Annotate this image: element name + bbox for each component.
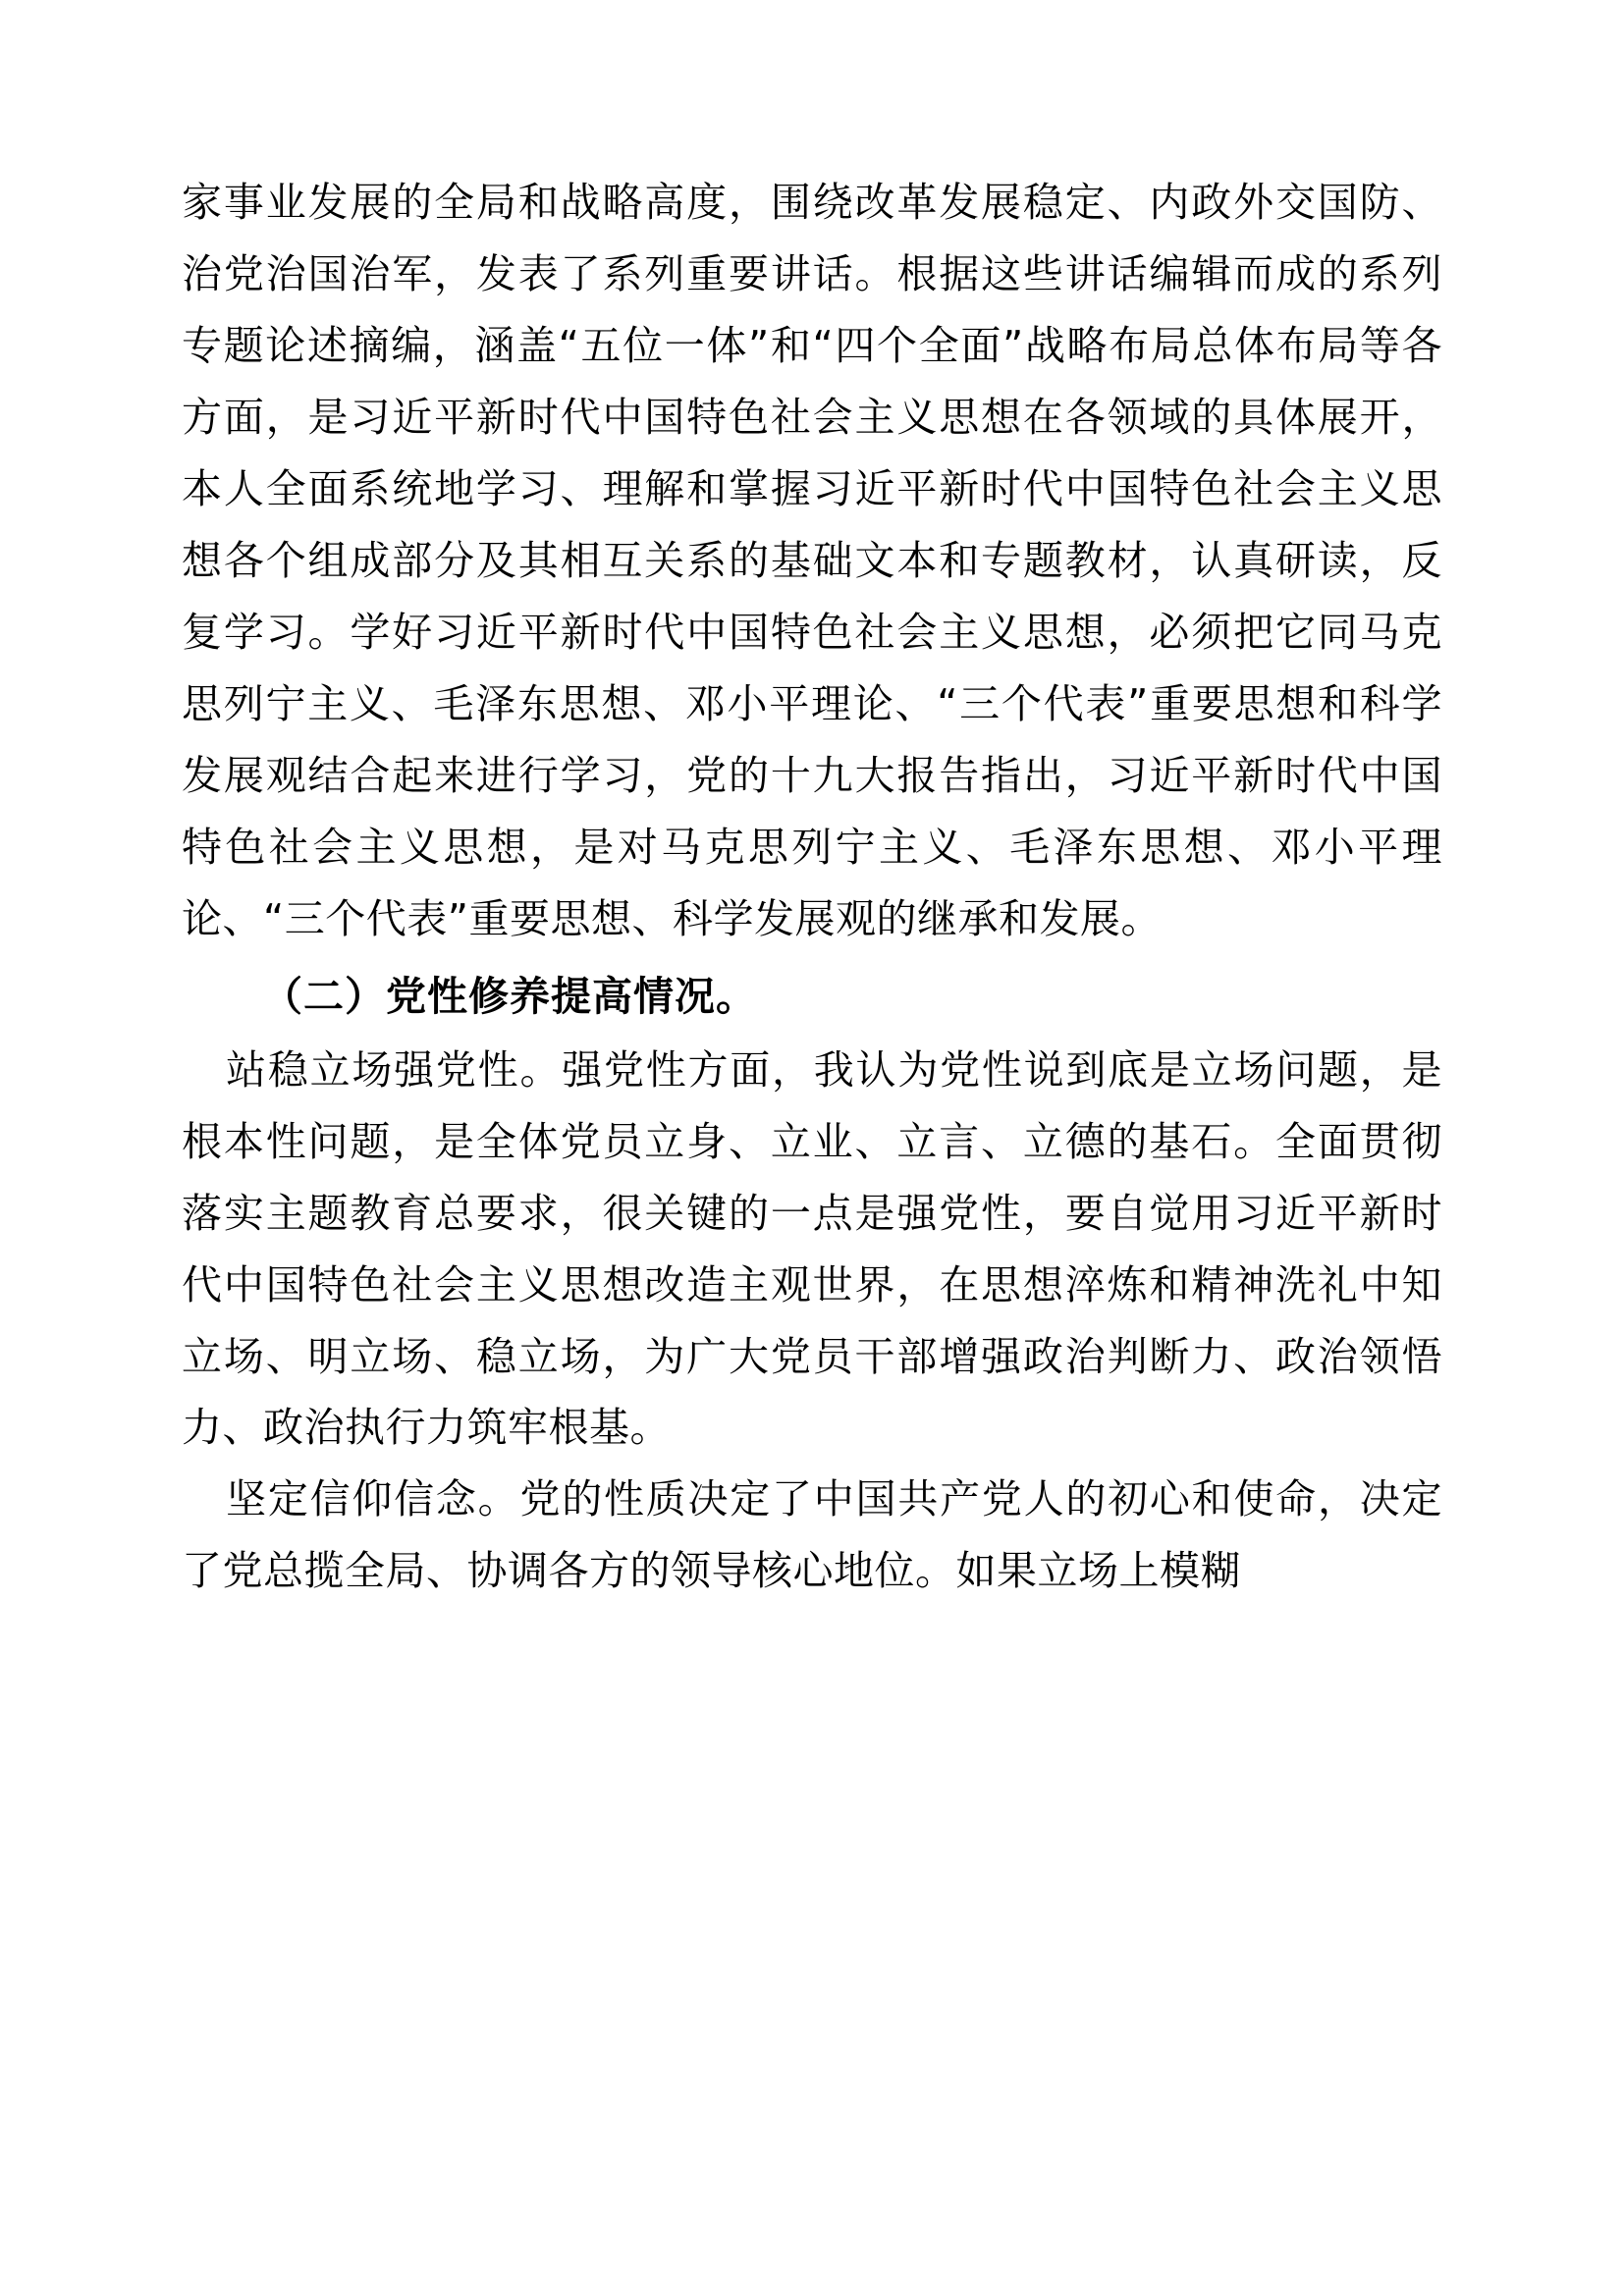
paragraph-standpoint: 站稳立场强党性。强党性方面，我认为党性说到底是立场问题，是根本性问题，是全体党员立身、立业、立言、立德的基石。全面贯彻落实主题教育总要求，很关键的一点是强党性，要自觉用习近平新时代中国特色社会主义思想改造主观世界，在思想淬炼和精神洗礼中知立场、明立场、稳立场，为广大党员干部增强政治判断力、政治领悟力、政治执行力筑牢根基。: [182, 1045, 1442, 1452]
document-body: [182, 167, 1442, 1607]
section-heading: （二）党性修养提高情况。: [262, 972, 757, 1020]
paragraph-faith: 坚定信仰信念。党的性质决定了中国共产党人的初心和使命，决定了党总揽全局、协调各方的领导核心地位。如果立场上模糊: [182, 1475, 1442, 1595]
paragraph-continued: 家事业发展的全局和战略高度，围绕改革发展稳定、内政外交国防、治党治国治军，发表了系列重要讲话。根据这些讲话编辑而成的系列专题论述摘编，涵盖“五位一体”和“四个全面”战略布局总体布局等各方面，是习近平新时代中国特色社会主义思想在各领域的具体展开，本人全面系统地学习、理解和掌握习近平新时代中国特色社会主义思想各个组成部分及其相互关系的基础文本和专题教材，认真研读，反复学习。学好习近平新时代中国特色社会主义思想，必须把它同马克思列宁主义、毛泽东思想、邓小平理论、“三个代表”重要思想和科学发展观结合起来进行学习，党的十九大报告指出，习近平新时代中国特色社会主义思想，是对马克思列宁主义、毛泽东思想、邓小平理论、“三个代表”重要思想、科学发展观的继承和发展。: [182, 179, 1442, 942]
